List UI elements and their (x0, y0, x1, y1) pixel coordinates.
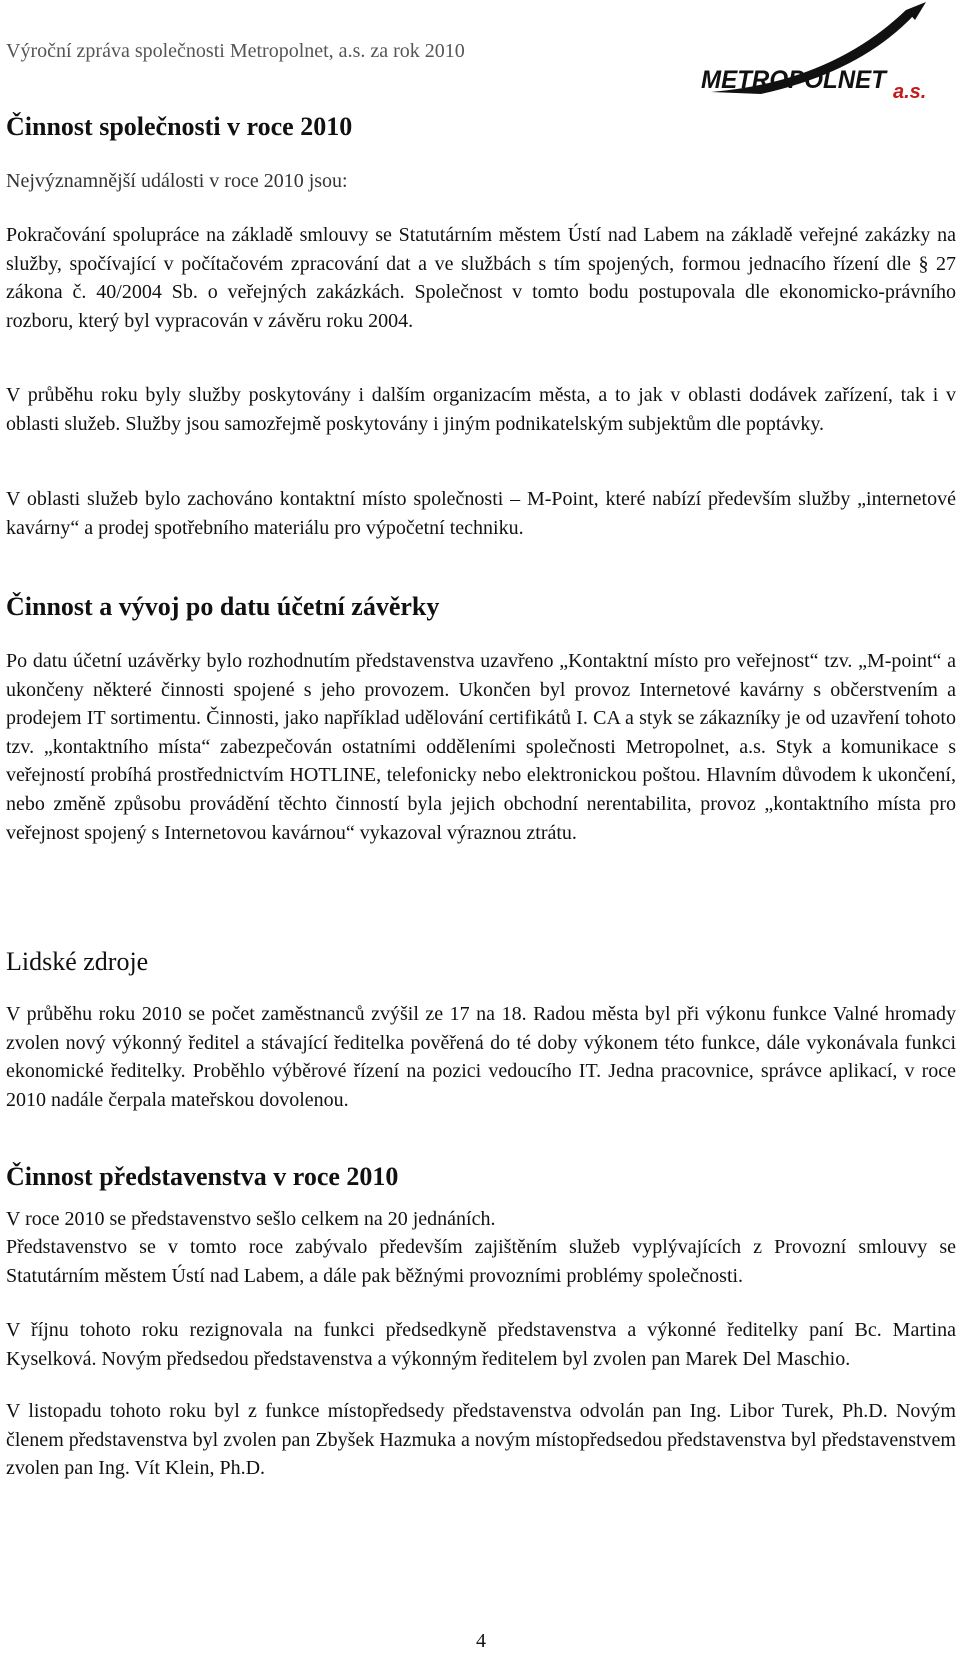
metropolnet-logo (701, 2, 951, 102)
paragraph-board-2: Představenstvo se v tomto roce zabývalo především zajištěním služeb vyplývajících z Provozní smlouvy se Statutárním městem Ústí nad Labem, a dále pak běžnými provozními problémy společnosti. (6, 1236, 956, 1287)
heading-after-balance: Činnost a vývoj po datu účetní závěrky (6, 592, 440, 621)
paragraph-board-1: V roce 2010 se představenstvo sešlo celkem na 20 jednáních. (6, 1208, 496, 1230)
paragraph-after-balance: Po datu účetní uzávěrky bylo rozhodnutím představenstva uzavřeno „Kontaktní místo pro veřejnost“ tzv. „M-point“ a ukončeny některé činnosti spojené s jeho provozem. Ukončen byl provoz Internetové kavárny s občerstvením a prodejem IT sortimentu. Činnosti, jako například udělování certifikátů I. CA a styk se zákazníky je od uzavření tohoto tzv. „kontaktního místa“ zabezpečován ostatními odděleními společnosti Metropolnet, a.s. Styk a komunikace s veřejností probíhá prostřednictvím HOTLINE, telefonicky nebo elektronickou poštou. Hlavním důvodem k ukončení, nebo změně způsobu provádění těchto činností byla jejich obchodní nerentabilita, provoz „kontaktního místa pro veřejnost spojený s Internetovou kavárnou“ vykazoval výraznou ztrátu. (6, 650, 956, 844)
heading-human-resources: Lidské zdroje (6, 947, 149, 976)
paragraph-activity-3: V oblasti služeb bylo zachováno kontaktní místo společnosti – M-Point, které nabízí především služby „internetové kavárny“ a prodej spotřebního materiálu pro výpočetní techniku. (6, 488, 956, 539)
document-page (6, 0, 956, 1658)
running-header: Výroční zpráva společnosti Metropolnet, a.s. za rok 2010 (6, 40, 465, 62)
paragraph-board-4: V listopadu tohoto roku byl z funkce místopředsedy představenstva odvolán pan Ing. Libor Turek, Ph.D. Novým členem představenstva byl zvolen pan Zbyšek Hazmuka a novým místopředsedou představenstva byl představenstvem zvolen pan Ing. Vít Klein, Ph.D. (6, 1400, 956, 1480)
paragraph-human-resources: V průběhu roku 2010 se počet zaměstnanců zvýšil ze 17 na 18. Radou města byl při výkonu funkce Valné hromady zvolen nový výkonný ředitel a stávající ředitelka pověřená do té doby výkonem této funkce, dále vykonávala funkci ekonomické ředitelky. Proběhlo výběrové řízení na pozici vedoucího IT. Jedna pracovnice, správce aplikací, v roce 2010 nadále čerpala mateřskou dovolenou. (6, 1003, 956, 1111)
heading-board: Činnost představenstva v roce 2010 (6, 1162, 399, 1191)
intro-text: Nejvýznamnější události v roce 2010 jsou: (6, 170, 348, 192)
paragraph-activity-2: V průběhu roku byly služby poskytovány i dalším organizacím města, a to jak v oblasti dodávek zařízení, tak i v oblasti služeb. Služby jsou samozřejmě poskytovány i jiným podnikatelským subjektům dle poptávky. (6, 384, 956, 435)
page-number: 4 (476, 1630, 486, 1652)
logo-suffix: a.s. (893, 81, 927, 102)
heading-activity: Činnost společnosti v roce 2010 (6, 112, 353, 141)
logo-text: METROPOLNET (701, 66, 889, 94)
paragraph-activity-1: Pokračování spolupráce na základě smlouvy se Statutárním městem Ústí nad Labem na základě veřejné zakázky na služby, spočívající v počítačovém zpracování dat a ve službách s tím spojených, formou jednacího řízení dle § 27 zákona č. 40/2004 Sb. o veřejných zakázkách. Společnost v tomto bodu postupovala dle ekonomicko-právního rozboru, který byl vypracován v závěru roku 2004. (6, 224, 956, 332)
paragraph-board-3: V říjnu tohoto roku rezignovala na funkci předsedkyně představenstva a výkonné ředitelky paní Bc. Martina Kyselková. Novým předsedou představenstva a výkonným ředitelem byl zvolen pan Marek Del Maschio. (6, 1319, 956, 1370)
